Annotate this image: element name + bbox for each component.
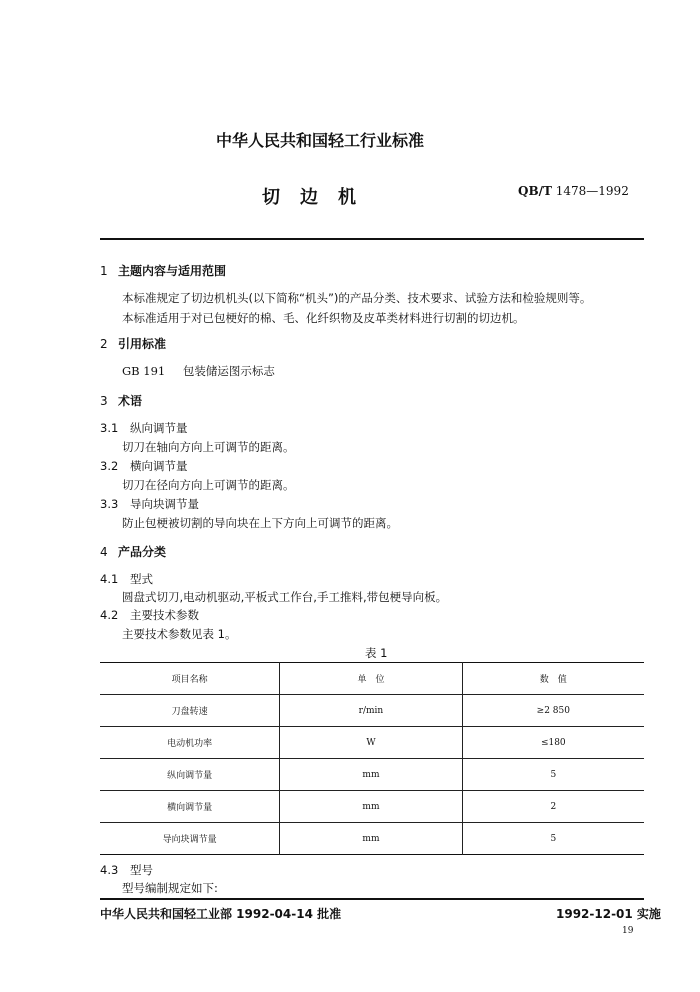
table-cell-unit: mm <box>280 759 462 791</box>
table-cell-unit: r/min <box>280 695 462 727</box>
term-3-3-heading <box>100 496 199 512</box>
table-header-value: 数 值 <box>539 675 567 685</box>
term-3-2-definition: 切刀在径向方向上可调节的距离。 <box>122 478 295 492</box>
table-caption: 表 1 <box>365 646 388 660</box>
parameters-table <box>100 662 644 855</box>
table-row <box>100 823 644 855</box>
standard-prefix: QB/T <box>518 184 552 198</box>
section-1-title: 主题内容与适用范围 <box>118 264 227 278</box>
term-3-3-definition: 防止包梗被切割的导向块在上下方向上可调节的距离。 <box>122 516 398 530</box>
standard-number: 1478—1992 <box>555 184 629 198</box>
section-4-title: 产品分类 <box>118 545 167 559</box>
reference-code: GB 191 <box>122 364 166 378</box>
table-row <box>100 695 644 727</box>
term-3-1-name: 纵向调节量 <box>130 421 188 435</box>
term-3-3-number: 3.3 <box>100 497 119 511</box>
table-row <box>100 759 644 791</box>
table-cell-value: ≤180 <box>540 737 566 748</box>
clause-4-3-number: 4.3 <box>100 863 119 877</box>
table-row <box>100 791 644 823</box>
table-row <box>100 727 644 759</box>
reference-title: 包装储运图示标志 <box>182 364 275 378</box>
table-cell-value: 2 <box>550 801 557 812</box>
clause-4-2-text: 主要技术参数见表 1。 <box>122 627 237 641</box>
term-3-2-number: 3.2 <box>100 459 119 473</box>
term-3-1-definition: 切刀在轴向方向上可调节的距离。 <box>122 440 295 454</box>
term-3-2-name: 横向调节量 <box>130 459 188 473</box>
clause-4-3-name: 型号 <box>130 863 153 877</box>
clause-4-2-heading <box>100 607 199 623</box>
term-3-1-number: 3.1 <box>100 421 119 435</box>
section-1-paragraph-2: 本标准适用于对已包梗好的棉、毛、化纤织物及皮革类材料进行切割的切边机。 <box>122 311 525 325</box>
reference-standard <box>122 363 275 379</box>
page-number: 19 <box>622 926 634 936</box>
section-3-title: 术语 <box>118 394 143 408</box>
term-3-1-heading <box>100 420 188 436</box>
table-header-row <box>100 663 644 695</box>
table-cell-unit: mm <box>280 823 462 855</box>
document-title: 切边机 <box>262 187 376 208</box>
effective-date: 1992-12-01 实施 <box>556 907 661 921</box>
table-cell-unit: W <box>280 727 462 759</box>
section-3-number: 3 <box>100 394 108 408</box>
section-1-heading <box>100 262 226 279</box>
approval-line: 中华人民共和国轻工业部 1992-04-14 批准 <box>100 907 342 921</box>
clause-4-3-text: 型号编制规定如下: <box>122 881 218 895</box>
table-header-unit: 单 位 <box>280 663 462 695</box>
term-3-3-name: 导向块调节量 <box>130 497 199 511</box>
clause-4-1-number: 4.1 <box>100 572 119 586</box>
clause-4-2-name: 主要技术参数 <box>130 608 199 622</box>
term-3-2-heading <box>100 458 188 474</box>
section-1-number: 1 <box>100 264 108 278</box>
section-1-paragraph-1: 本标准规定了切边机机头(以下简称“机头”)的产品分类、技术要求、试验方法和检验规则等。 <box>122 291 592 305</box>
section-2-title: 引用标准 <box>118 337 167 351</box>
table-cell-item: 刀盘转速 <box>100 695 280 727</box>
section-4-heading <box>100 543 166 560</box>
table-cell-item: 纵向调节量 <box>100 759 280 791</box>
table-cell-value: 5 <box>550 769 557 780</box>
clause-4-1-heading <box>100 571 153 587</box>
table-cell-item: 横向调节量 <box>100 791 280 823</box>
section-3-heading <box>100 392 142 409</box>
table-cell-value: 5 <box>550 833 557 844</box>
table-cell-unit: mm <box>280 791 462 823</box>
footer-rule <box>100 898 644 900</box>
clause-4-2-number: 4.2 <box>100 608 119 622</box>
section-2-number: 2 <box>100 337 108 351</box>
table-cell-value: ≥2 850 <box>536 705 570 716</box>
header-rule <box>100 238 644 240</box>
table-cell-item: 导向块调节量 <box>100 823 280 855</box>
clause-4-1-name: 型式 <box>130 572 153 586</box>
clause-4-1-text: 圆盘式切刀,电动机驱动,平板式工作台,手工推料,带包梗导向板。 <box>122 590 448 604</box>
table-cell-item: 电动机功率 <box>100 727 280 759</box>
section-4-number: 4 <box>100 545 108 559</box>
table-header-item: 项目名称 <box>100 663 280 695</box>
section-2-heading <box>100 335 166 352</box>
clause-4-3-heading <box>100 862 153 878</box>
standard-code <box>518 184 629 198</box>
org-title: 中华人民共和国轻工行业标准 <box>215 131 424 150</box>
